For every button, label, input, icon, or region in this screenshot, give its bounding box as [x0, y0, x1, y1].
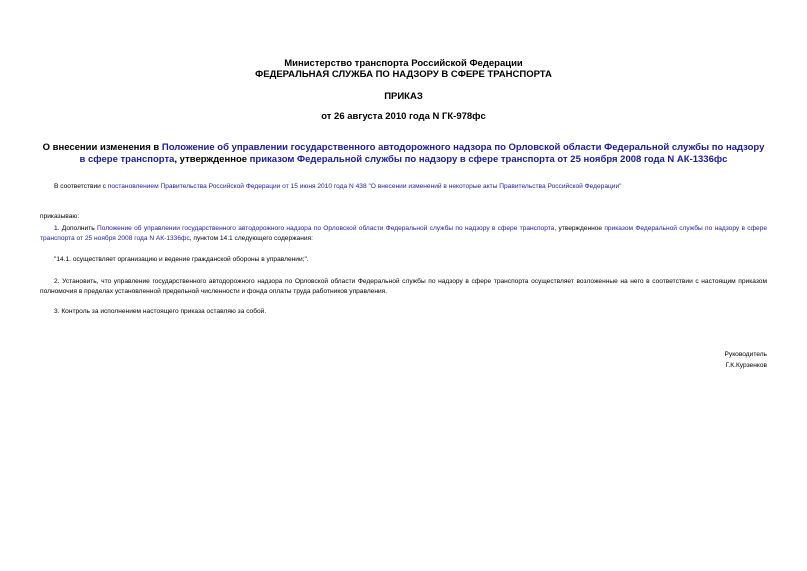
item-2: 2. Установить, что управление государственного автодорожного надзора по Орловской области Федеральной службы по надзору в сфере транспорта осуществляет возложенные на него в соответствии с настоящим приказом полномочия в пределах установленной предельной численности и фонда оплаты труда работников управления. — [40, 278, 767, 295]
item-3: 3. Контроль за исполнением настоящего приказа оставляю за собой. — [54, 308, 267, 315]
document-date-number: от 26 августа 2010 года N ГК-978фс — [321, 111, 486, 122]
preamble-prefix: В соответствии с — [54, 183, 108, 190]
title-prefix: О внесении изменения в — [42, 142, 162, 153]
ministry-name: Министерство транспорта Российской Федерации — [284, 58, 523, 69]
preamble-decree-link[interactable]: постановлением Правительства Российской Федерации от 15 июня 2010 года N 438 "О внесении изменений в некоторые акты Правительства Российской Федерации" — [107, 183, 622, 190]
service-name: ФЕДЕРАЛЬНАЯ СЛУЖБА ПО НАДЗОРУ В СФЕРЕ ТРАНСПОРТА — [255, 69, 552, 80]
item1-prefix: 1. Дополнить — [54, 225, 97, 232]
item1-regulation-link[interactable]: Положение об управлении государственного автодорожного надзора по Орловской области Федеральной службы по надзору в сфере транспорта — [96, 225, 555, 232]
document-title — [40, 142, 767, 166]
signature-name: Г.К.Курзенков — [725, 362, 767, 369]
item-1 — [40, 224, 767, 244]
document-type: ПРИКАЗ — [384, 91, 423, 102]
title-regulation-link[interactable]: Положение об управлении государственного автодорожного надзора по Орловской области Федеральной службы по надзору в сфере транспорта — [79, 142, 765, 165]
title-middle: , утвержденное — [174, 154, 250, 165]
item1-order-link[interactable]: приказом Федеральной службы по надзору в сфере транспорта от 25 ноября 2008 года N АК-1336фс — [40, 225, 768, 242]
item1-suffix: , пунктом 14.1 следующего содержания: — [189, 235, 313, 242]
signature-position: Руководитель — [724, 351, 767, 358]
preamble — [40, 182, 767, 192]
item1-middle: , утвержденное — [554, 225, 605, 232]
title-order-link[interactable]: приказом Федеральной службы по надзору в сфере транспорта от 25 ноября 2008 года N АК-1336фс — [249, 154, 728, 165]
quote-paragraph: "14.1. осуществляет организацию и ведение гражданской обороны в управлении;". — [54, 256, 309, 263]
order-word: приказываю: — [40, 213, 80, 220]
